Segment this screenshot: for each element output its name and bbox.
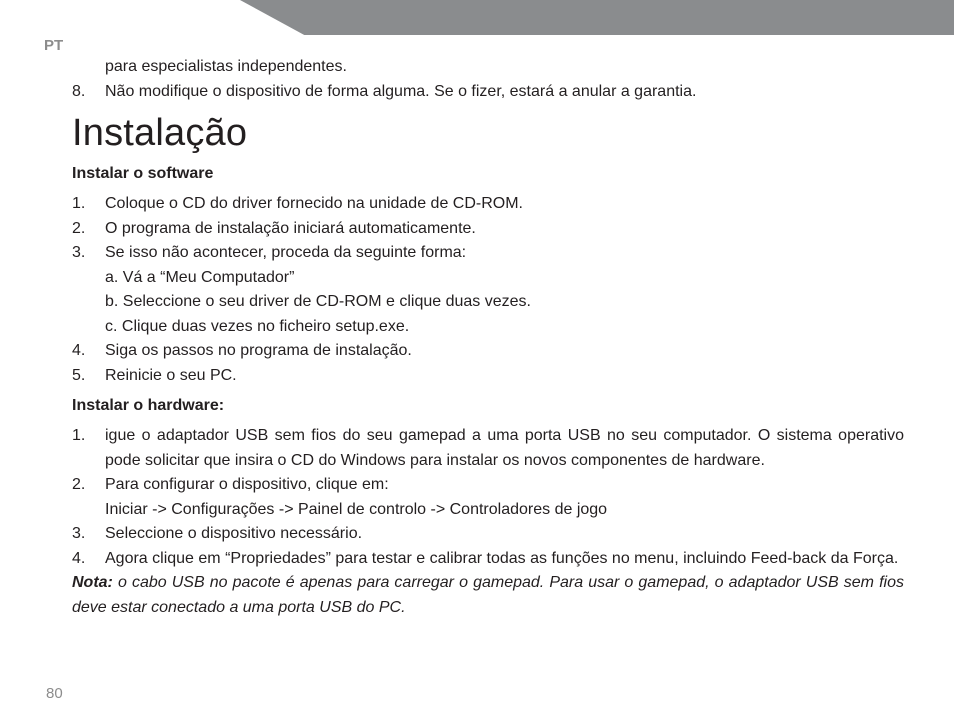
hardware-item: [72, 522, 904, 547]
software-item: [72, 192, 904, 217]
list-text: Coloque o CD do driver fornecido na unidade de CD-ROM.: [105, 195, 523, 212]
sub-list-text: a. Vá a “Meu Computador”: [105, 268, 295, 286]
language-label: PT: [44, 37, 64, 54]
note-label: Nota:: [72, 574, 113, 591]
intro-continuation-text: para especialistas independentes.: [105, 58, 347, 75]
hardware-item: [72, 424, 904, 473]
list-text: igue o adaptador USB sem fios do seu gamepad a uma porta USB no seu computador. O sistema operativo pode solicitar que insira o CD do Windows para instalar os novos componentes de hardware.: [105, 427, 904, 469]
list-text: Siga os passos no programa de instalação.: [105, 342, 412, 359]
list-number: 2.: [72, 476, 86, 493]
list-text: Para configurar o dispositivo, clique em:: [105, 476, 389, 493]
software-subitem: [72, 315, 904, 340]
note-text: o cabo USB no pacote é apenas para carregar o gamepad. Para usar o gamepad, o adaptador USB sem fios deve estar conectado a uma porta USB do PC.: [72, 574, 904, 616]
list-number: 5.: [72, 366, 86, 384]
list-number: 3.: [72, 525, 86, 542]
hardware-heading: Instalar o hardware:: [72, 397, 225, 414]
list-number: 2.: [72, 219, 86, 237]
hardware-item: [72, 547, 904, 572]
list-text: Seleccione o dispositivo necessário.: [105, 525, 363, 542]
list-number: 4.: [72, 549, 86, 567]
list-text: O programa de instalação iniciará automaticamente.: [105, 219, 476, 237]
intro-item-8: [72, 80, 904, 105]
software-heading: Instalar o software: [72, 165, 214, 182]
header-bar: [240, 0, 954, 35]
software-subitem: [72, 266, 904, 291]
sub-list-text: c. Clique duas vezes no ficheiro setup.exe.: [105, 317, 410, 335]
list-text: Reinicie o seu PC.: [105, 366, 237, 384]
page-content: [72, 55, 904, 620]
list-text: Não modifique o dispositivo de forma alguma. Se o fizer, estará a anular a garantia.: [105, 82, 697, 100]
list-number: 1.: [72, 195, 86, 212]
intro-continuation: [72, 55, 904, 80]
page-title: Instalação: [72, 112, 248, 154]
software-item: [72, 241, 904, 266]
menu-path-text: Iniciar -> Configurações -> Painel de controlo -> Controladores de jogo: [105, 500, 608, 518]
software-subitem: [72, 290, 904, 315]
page-number: 80: [46, 685, 63, 702]
list-number: 3.: [72, 244, 86, 261]
software-item: [72, 217, 904, 242]
hardware-item: [72, 473, 904, 522]
list-number: 8.: [72, 82, 86, 100]
list-number: 4.: [72, 342, 86, 359]
sub-list-text: b. Seleccione o seu driver de CD-ROM e clique duas vezes.: [105, 293, 531, 310]
list-number: 1.: [72, 427, 86, 444]
list-text: Agora clique em “Propriedades” para testar e calibrar todas as funções no menu, incluindo Feed-back da Força.: [105, 549, 899, 567]
software-item: [72, 364, 904, 389]
note-paragraph: [72, 571, 904, 620]
software-item: [72, 339, 904, 364]
list-text: Se isso não acontecer, proceda da seguinte forma:: [105, 244, 467, 261]
